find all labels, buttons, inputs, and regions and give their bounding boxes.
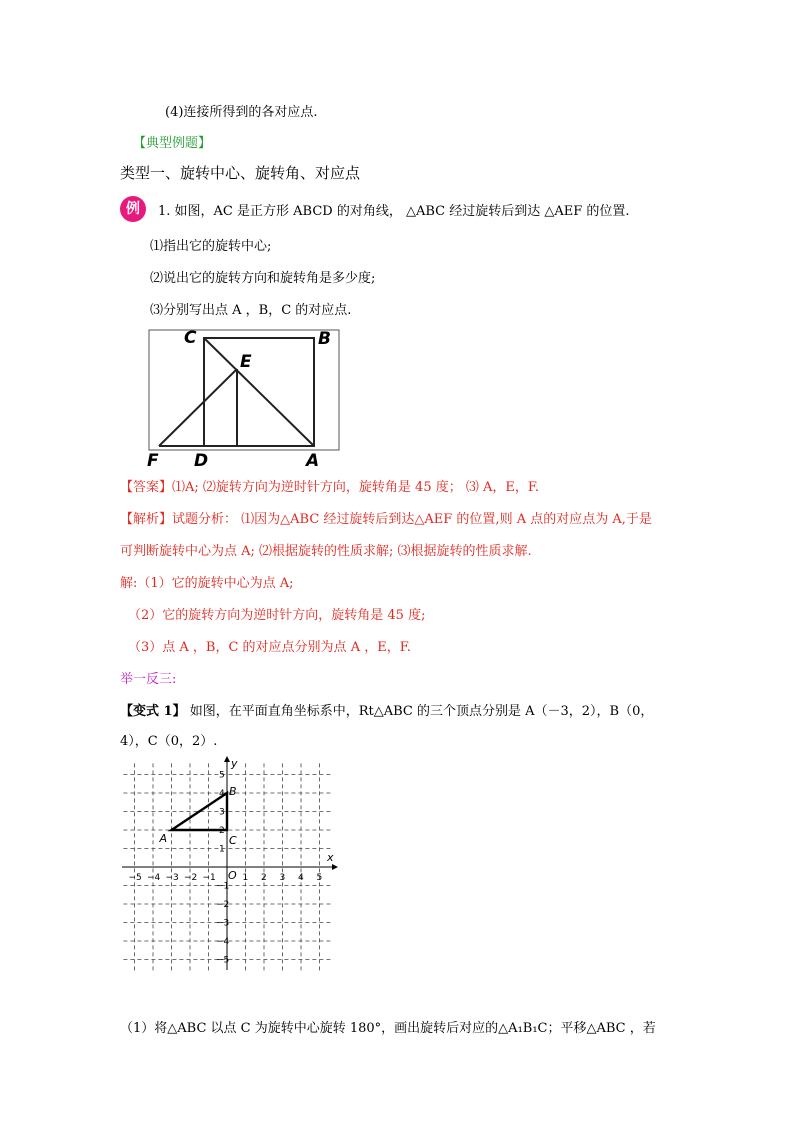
x-axis-arrow-icon <box>332 864 338 870</box>
y-tick-label: 3 <box>219 807 225 818</box>
example-sub-1: ⑴指出它的旋转中心; <box>150 239 272 254</box>
answer-label: 【答案】 <box>120 480 173 495</box>
diagonal-ac <box>204 338 314 446</box>
point-label-a: A <box>159 832 168 845</box>
geometry-figure-square <box>142 325 342 470</box>
y-tick-label: −4 <box>216 937 230 947</box>
x-tick-label: −5 <box>128 873 142 883</box>
example-badge: 例 <box>120 196 146 222</box>
y-tick-label: −5 <box>216 955 230 966</box>
tick-labels <box>129 771 323 966</box>
variant-line-1 <box>120 703 653 721</box>
label-d: D <box>194 451 209 470</box>
label-c: C <box>184 328 197 348</box>
point-label-b: B <box>229 785 237 798</box>
label-f: F <box>147 451 159 470</box>
label-b: B <box>318 329 331 349</box>
example-question: 1. 如图，AC 是正方形 ABCD 的对角线， △ABC 经过旋转后到达 △AEF 的位置. <box>158 204 630 219</box>
x-tick-label: 4 <box>298 873 304 883</box>
x-tick-label: −2 <box>184 873 198 883</box>
answer-text: ⑴A; ⑵旋转方向为逆时针方向，旋转角是 45 度； ⑶ A，E，F. <box>172 480 539 495</box>
y-tick-label: 1 <box>219 844 225 855</box>
analysis-line-2: 可判断旋转中心为点 A; ⑵根据旋转的性质求解; ⑶根据旋转的性质求解. <box>120 544 532 559</box>
variant-label: 【变式 1】 <box>120 704 186 719</box>
label-e: E <box>240 352 252 372</box>
analysis-line-1 <box>120 511 652 529</box>
x-tick-label: −1 <box>202 873 216 883</box>
point-label-c: C <box>229 834 237 847</box>
x-tick-label: 3 <box>279 873 286 883</box>
x-tick-label: 5 <box>316 873 323 883</box>
y-tick-label: 4 <box>219 789 225 799</box>
y-tick-label: −2 <box>216 900 230 910</box>
y-axis-label: y <box>231 757 238 770</box>
analysis-label: 【解析】 <box>120 512 173 527</box>
type-title: 类型一、旋转中心、旋转角、对应点 <box>120 164 361 182</box>
y-axis-arrow-icon <box>224 756 230 762</box>
bottom-question-line: （1）将△ABC 以点 C 为旋转中心旋转 180°，画出旋转后对应的△A₁B₁C；平移△ABC ，若 <box>120 1021 656 1036</box>
practice-title: 举一反三: <box>120 672 177 687</box>
y-tick-label: −1 <box>216 881 230 892</box>
y-tick-label: −3 <box>216 918 230 929</box>
solution-2: （2）它的旋转方向为逆时针方向，旋转角是 45 度; <box>128 608 426 623</box>
origin-label: O <box>228 869 237 882</box>
x-tick-label: 1 <box>242 873 249 883</box>
x-axis-label: x <box>327 851 334 864</box>
solution-1: 解:（1）它的旋转中心为点 A; <box>120 576 294 591</box>
solution-3: （3）点 A ，B，C 的对应点分别为点 A ，E，F. <box>128 640 411 655</box>
analysis-text-1: 试题分析： ⑴因为△ABC 经过旋转后到达△AEF 的位置,则 A 点的对应点为 A,于是 <box>172 512 652 527</box>
y-tick-label: 2 <box>219 826 225 836</box>
example-sub-3: ⑶分别写出点 A ，B，C 的对应点. <box>150 303 352 318</box>
coordinate-grid-figure <box>120 755 340 975</box>
figure-frame <box>149 330 339 450</box>
section-label: 【典型例题】 <box>133 136 212 151</box>
example-sub-2: ⑵说出它的旋转方向和旋转角是多少度; <box>150 271 376 286</box>
x-tick-label: 2 <box>261 873 267 883</box>
x-tick-label: −3 <box>165 873 179 883</box>
variant-line-2: 4），C（0，2）. <box>120 734 218 749</box>
x-tick-label: −4 <box>147 873 161 883</box>
label-a: A <box>306 451 320 470</box>
segment-fe <box>159 369 237 446</box>
y-tick-label: 5 <box>219 770 225 781</box>
answer-line <box>120 479 539 497</box>
variant-text-1: 如图，在平面直角坐标系中，Rt△ABC 的三个顶点分别是 A（－3，2），B（0， <box>185 704 654 719</box>
step-4-text: (4)连接所得到的各对应点. <box>165 105 318 120</box>
